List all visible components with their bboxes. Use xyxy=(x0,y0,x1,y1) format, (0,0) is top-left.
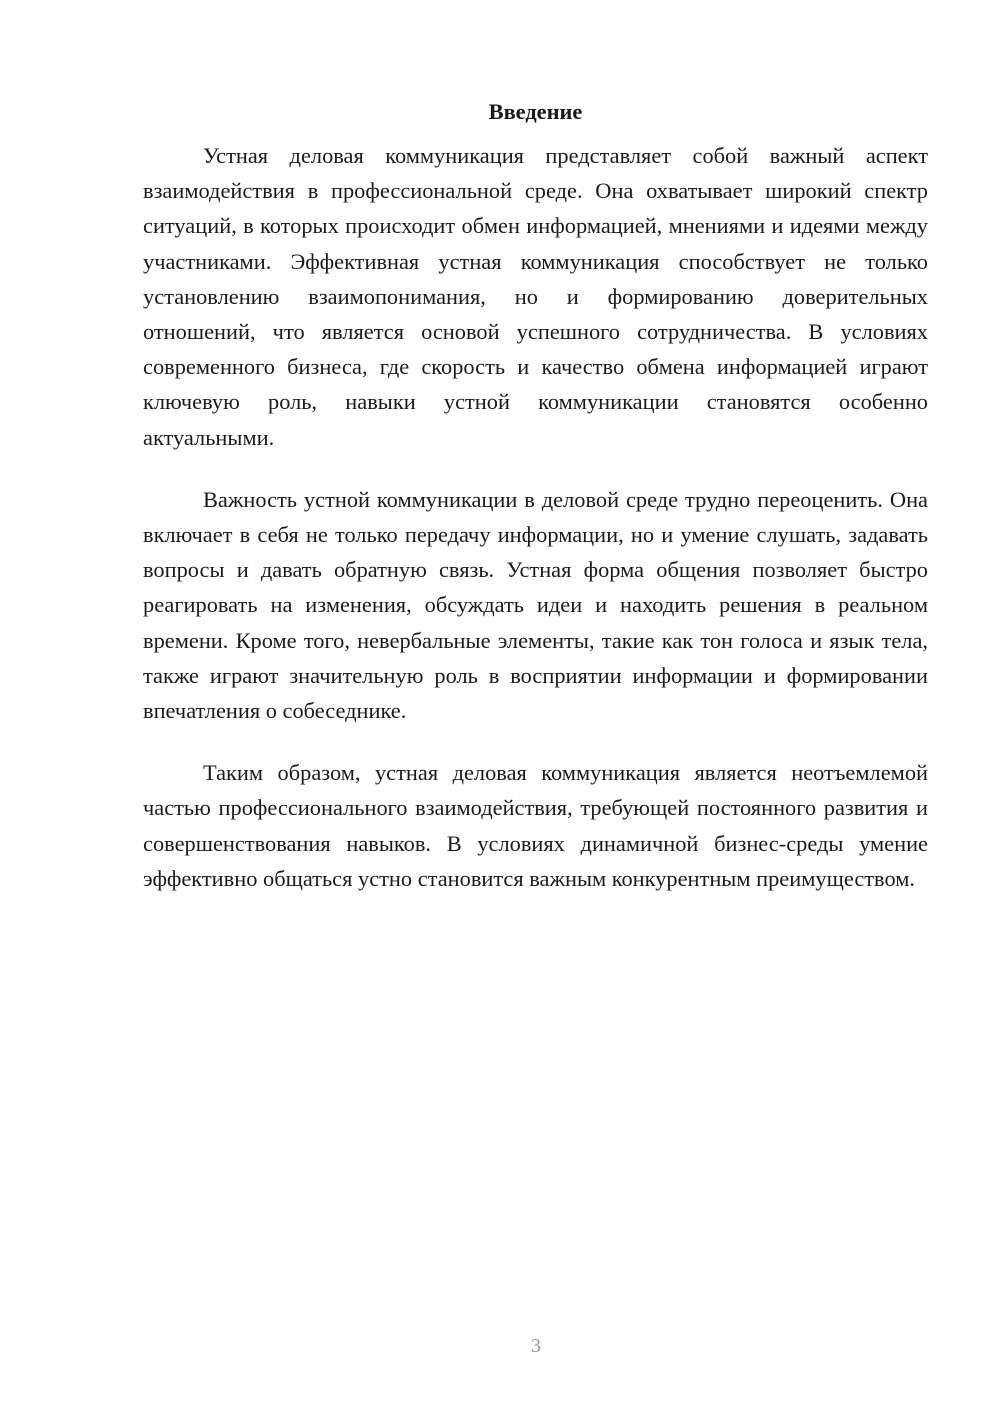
paragraph-2: Важность устной коммуникации в деловой среде трудно переоценить. Она включает в себя не только передачу информации, но и умение слушать, задавать вопросы и давать обратную связь. Устная форма общения позволяет быстро реагировать на изменения, обсуждать идеи и находить решения в реальном времени. Кроме того, невербальные элементы, такие как тон голоса и язык тела, также играют значительную роль в восприятии информации и формировании впечатления о собеседнике. xyxy=(143,486,928,724)
page-number: 3 xyxy=(531,1335,541,1357)
paragraph-3: Таким образом, устная деловая коммуникация является неотъемлемой частью профессионального взаимодействия, требующей постоянного развития и совершенствования навыков. В условиях динамичной бизнес-среды умение эффективно общаться устно становится важным конкурентным преимуществом. xyxy=(143,760,928,891)
section-title: Введение xyxy=(488,99,583,124)
page-content xyxy=(143,96,928,896)
paragraph-1: Устная деловая коммуникация представляет собой важный аспект взаимодействия в профессиональной среде. Она охватывает широкий спектр ситуаций, в которых происходит обмен информацией, мнениями и идеями между участниками. Эффективная устная коммуникация способствует не только установлению взаимопонимания, но и формированию доверительных отношений, что является основой успешного сотрудничества. В условиях современного бизнеса, где скорость и качество обмена информацией играют ключевую роль, навыки устной коммуникации становятся особенно актуальными. xyxy=(143,143,928,450)
